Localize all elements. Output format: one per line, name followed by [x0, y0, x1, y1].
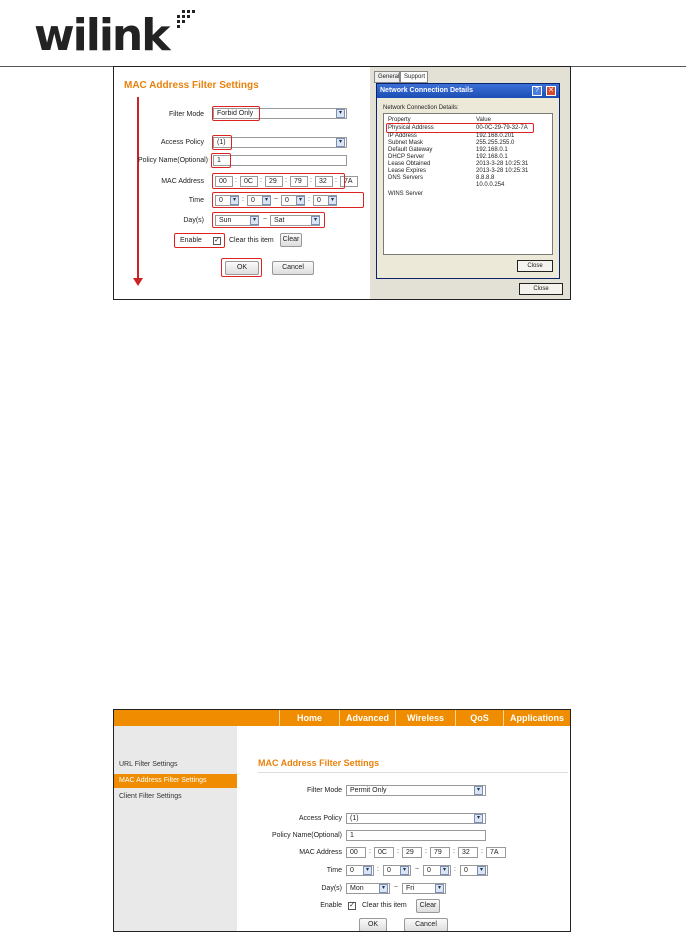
close-icon[interactable]: ✕	[546, 86, 556, 96]
mac-filter-form-panel: MAC Address Filter Settings Filter Mode Forbid Only ▾ Access Policy (1) ▾ Policy Name(Optional) 1 MAC Address 00 : 0C : 29 : 79 : 32 : 7A Time 0 ▾ : 0 ▾ ~ 0 ▾ : 0 ▾ Day(s) Sun ▾ ~ Sat ▾ Enable ✓ Clear this item Clear OK Cancel	[114, 67, 368, 299]
chevron-down-icon[interactable]: ▾	[435, 884, 444, 893]
logo-text: wilink	[34, 10, 169, 61]
chevron-down-icon[interactable]: ▾	[311, 216, 320, 225]
time-start-minute[interactable]: 0	[247, 195, 271, 206]
list-item: Lease Expires 2013-3-28 10:25:31	[388, 168, 529, 174]
chevron-down-icon[interactable]: ▾	[296, 196, 305, 205]
filter-mode-select[interactable]: Forbid Only	[213, 108, 347, 119]
mac-octet-1[interactable]: 00	[215, 176, 233, 187]
time-label: Time	[188, 197, 204, 204]
screenshot-mac-filter-permit	[113, 709, 571, 932]
chevron-down-icon[interactable]: ▾	[336, 138, 345, 147]
mac-octet-1[interactable]: 00	[346, 847, 366, 858]
list-item: IP Address 192.168.0.201	[388, 133, 515, 139]
chevron-down-icon[interactable]: ▾	[474, 814, 483, 823]
mac-octet-6[interactable]: 7A	[340, 176, 358, 187]
title-divider	[258, 772, 568, 773]
sidebar-item-url-filter[interactable]: URL Filter Settings	[119, 761, 178, 768]
highlight-filter-mode	[212, 106, 260, 121]
time-start-minute[interactable]: 0	[383, 865, 411, 876]
clear-button[interactable]: Clear	[280, 233, 302, 247]
enable-label: Enable	[180, 237, 202, 244]
mac-octet-2[interactable]: 0C	[374, 847, 394, 858]
list-item: DHCP Server 192.168.0.1	[388, 154, 508, 160]
mac-octet-4[interactable]: 79	[430, 847, 450, 858]
chevron-down-icon[interactable]: ▾	[400, 866, 409, 875]
form-title: MAC Address Filter Settings	[124, 80, 259, 91]
highlight-ok	[221, 258, 262, 277]
time-start-hour[interactable]: 0	[346, 865, 374, 876]
day-from-select[interactable]: Mon	[346, 883, 390, 894]
highlight-access-policy	[212, 135, 232, 150]
days-label: Day(s)	[321, 885, 342, 892]
list-item: Default Gateway 192.168.0.1	[388, 147, 508, 153]
clear-button[interactable]: Clear	[416, 899, 440, 913]
nav-home[interactable]: Home	[279, 710, 339, 726]
day-from-select[interactable]: Sun	[215, 215, 259, 226]
chevron-down-icon[interactable]: ▾	[262, 196, 271, 205]
enable-checkbox[interactable]: ✓	[214, 237, 220, 244]
list-item: DNS Servers 8.8.8.8	[388, 175, 495, 181]
mac-octet-5[interactable]: 32	[458, 847, 478, 858]
dialog-close-button[interactable]: Close	[517, 260, 553, 272]
top-nav	[114, 710, 570, 726]
access-policy-label: Access Policy	[298, 815, 342, 822]
highlight-physical-address	[386, 123, 534, 133]
time-end-hour[interactable]: 0	[281, 195, 305, 206]
screenshot-mac-filter-forbid	[113, 66, 571, 300]
time-start-hour[interactable]: 0	[215, 195, 239, 206]
tab-general[interactable]: General	[374, 71, 400, 83]
list-item: WINS Server	[388, 191, 424, 197]
logo-dots-icon	[174, 8, 198, 32]
highlight-days	[212, 212, 325, 228]
time-end-minute[interactable]: 0	[313, 195, 337, 206]
main-content: MAC Address Filter Settings Filter Mode Permit Only ▾ Access Policy (1) ▾ Policy Name(Optional) 1 MAC Address 00 : 0C : 29 : 79 : 32 : 7A Time 0 ▾ : 0 ▾ ~ 0 ▾ : 0 ▾ Day(s) Mon ▾ ~ Fri ▾ Enable ✓ Clear this item Clear OK Cancel	[238, 726, 570, 932]
details-list: Property Value Physical Address 00-0C-29-79-32-7A IP Address 192.168.0.201 Subnet Mask 255.255.255.0 Default Gateway 192.168.0.1 DHCP Server 192.168.0.1 Lease Obtained 2013-3-28 10:25:31 Lease Expires 2013-3-28 10:25:31 DNS Servers 8.8.8.8 10.0.0.254 WINS Server	[383, 113, 553, 255]
help-icon[interactable]: ?	[532, 86, 542, 96]
chevron-down-icon[interactable]: ▾	[328, 196, 337, 205]
outer-close-button[interactable]: Close	[519, 283, 563, 295]
policy-name-input[interactable]: 1	[213, 155, 347, 166]
chevron-down-icon[interactable]: ▾	[474, 786, 483, 795]
sidebar-item-mac-filter[interactable]: MAC Address Filter Settings	[114, 774, 237, 788]
red-arrow-line	[137, 97, 139, 282]
chevron-down-icon[interactable]: ▾	[477, 866, 486, 875]
time-label: Time	[326, 867, 342, 874]
policy-name-label: Policy Name(Optional)	[137, 157, 208, 164]
ok-button[interactable]: OK	[225, 261, 259, 275]
mac-octet-5[interactable]: 32	[315, 176, 333, 187]
chevron-down-icon[interactable]: ▾	[250, 216, 259, 225]
tab-support[interactable]: Support	[400, 71, 428, 83]
access-policy-select[interactable]: (1)	[346, 813, 486, 824]
nav-advanced[interactable]: Advanced	[339, 710, 395, 726]
filter-mode-label: Filter Mode	[168, 111, 204, 118]
highlight-time	[212, 192, 364, 208]
enable-checkbox[interactable]: ✓	[349, 902, 355, 909]
dialog-subtitle: Network Connection Details:	[383, 105, 459, 111]
access-policy-select[interactable]: (1)	[213, 137, 347, 148]
mac-octet-4[interactable]: 79	[290, 176, 308, 187]
mac-octet-3[interactable]: 29	[265, 176, 283, 187]
list-item: Lease Obtained 2013-3-28 10:25:31	[388, 161, 529, 167]
time-end-hour[interactable]: 0	[423, 865, 451, 876]
day-to-select[interactable]: Fri	[402, 883, 446, 894]
dialog-title: Network Connection Details	[377, 84, 559, 98]
clear-item-label: Clear this item	[229, 237, 274, 244]
mac-octet-3[interactable]: 29	[402, 847, 422, 858]
policy-name-input[interactable]: 1	[346, 830, 486, 841]
policy-name-label: Policy Name(Optional)	[271, 832, 342, 839]
nav-qos[interactable]: QoS	[455, 710, 503, 726]
filter-mode-select[interactable]: Permit Only	[346, 785, 486, 796]
chevron-down-icon[interactable]: ▾	[379, 884, 388, 893]
red-arrow-head-icon	[133, 278, 143, 286]
page-title: MAC Address Filter Settings	[258, 758, 380, 768]
sidebar-item-client-filter[interactable]: Client Filter Settings	[119, 793, 182, 800]
chevron-down-icon[interactable]: ▾	[336, 109, 345, 118]
list-item: Physical Address 00-0C-29-79-32-7A	[388, 125, 528, 131]
wilink-logo	[34, 8, 194, 64]
nav-wireless[interactable]: Wireless	[395, 710, 455, 726]
col-property: Property	[388, 117, 411, 123]
day-to-select[interactable]: Sat	[270, 215, 320, 226]
chevron-down-icon[interactable]: ▾	[440, 866, 449, 875]
chevron-down-icon[interactable]: ▾	[230, 196, 239, 205]
col-value: Value	[476, 117, 491, 123]
clear-item-label: Clear this item	[362, 902, 407, 909]
filter-mode-label: Filter Mode	[306, 787, 342, 794]
highlight-policy-name	[211, 153, 231, 168]
days-label: Day(s)	[183, 217, 204, 224]
chevron-down-icon[interactable]: ▾	[363, 866, 372, 875]
mac-octet-2[interactable]: 0C	[240, 176, 258, 187]
network-connection-dialog	[376, 83, 560, 279]
sidebar	[114, 726, 237, 932]
list-item: Subnet Mask 255.255.255.0	[388, 140, 515, 146]
mac-address-label: MAC Address	[299, 849, 342, 856]
cancel-button[interactable]: Cancel	[272, 261, 314, 275]
mac-address-label: MAC Address	[161, 178, 204, 185]
time-end-minute[interactable]: 0	[460, 865, 488, 876]
cancel-button[interactable]: Cancel	[404, 918, 448, 932]
ok-button[interactable]: OK	[359, 918, 387, 932]
access-policy-label: Access Policy	[160, 139, 204, 146]
highlight-enable	[174, 233, 225, 248]
nav-applications[interactable]: Applications	[503, 710, 570, 726]
highlight-mac-address	[212, 173, 345, 189]
mac-octet-6[interactable]: 7A	[486, 847, 506, 858]
enable-label: Enable	[320, 902, 342, 909]
